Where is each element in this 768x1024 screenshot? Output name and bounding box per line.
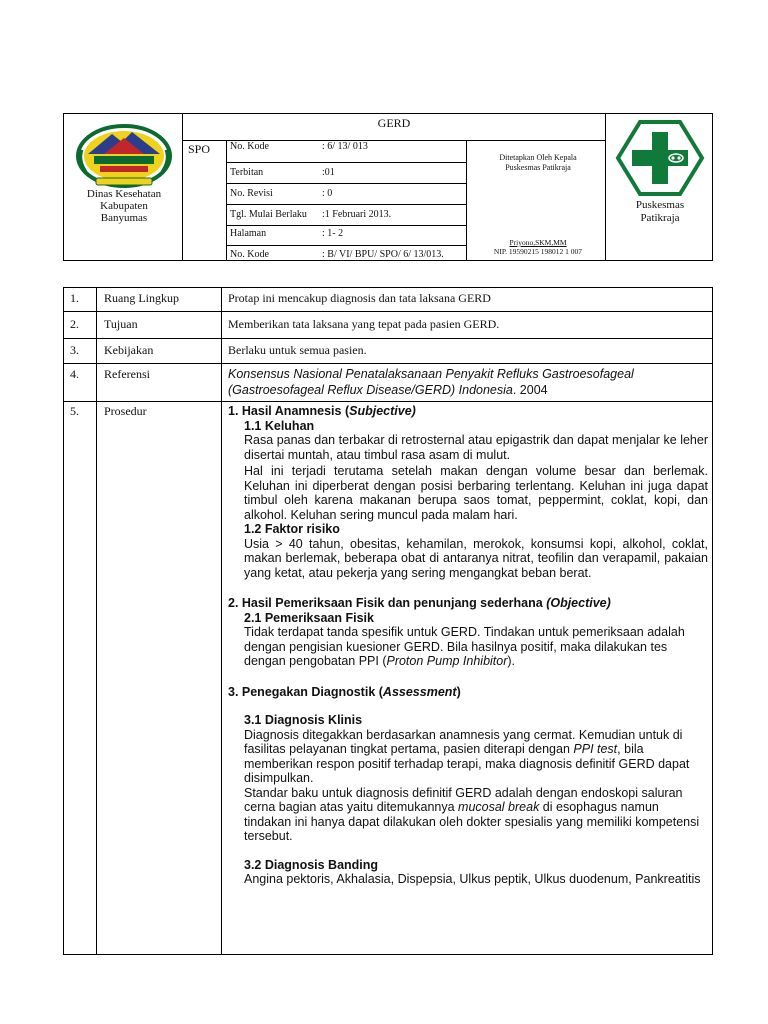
paragraph: Angina pektoris, Akhalasia, Dispepsia, Ulkus peptik, Ulkus duodenum, Pankreatitis [244,872,701,886]
approval-text [468,153,608,173]
field-row [230,184,466,204]
subsection-heading: 1.1 Keluhan [244,418,315,433]
district-emblem-icon [74,120,174,190]
field-value: : 0 [322,188,333,199]
field-value: :1 Februari 2013. [322,209,392,220]
heading-text: 2. Hasil Pemeriksaan Fisik dan penunjang sederhana [228,596,547,610]
paragraph: Hal ini terjadi terutama setelah makan dengan volume besar dan berlemak. Keluhan ini diperberat dengan posisi berbaring terlentang. Keluhan ini juga dapat timbul oleh karena makanan berupa saos tomat, peppermint, coklat, kopi, dan alkohol. Keluhan sering muncul pada malam hari. [244,464,708,522]
paragraph-text: di esophagus namun tindakan ini hanya dapat dilakukan oleh dokter spesialis yang memiliki kompetensi tersebut. [244,800,700,843]
paragraph [228,786,708,844]
field-key: No. Revisi [230,188,273,199]
signer-name: Priyono,SKM,MM [509,238,567,247]
field-row [230,205,466,225]
procedure-table [63,287,713,955]
field-key: No. Kode [230,249,269,260]
heading-text: 1. Hasil Anamnesis ( [228,404,350,418]
section-heading [228,596,708,611]
subsection-heading: 3.2 Diagnosis Banding [244,857,379,872]
row-value: Memberikan tata laksana yang tepat pada pasien GERD. [228,317,500,331]
row-number: 2. [70,317,79,331]
paragraph-text: Standar baku untuk diagnosis definitif GERD adalah dengan endoskopi saluran cerna bagian atas yaitu ditemukannya [244,785,683,814]
row-label: Tujuan [104,317,138,331]
row-label: Prosedur [104,404,147,418]
row-number: 4. [70,367,79,381]
paragraph-italic: Proton Pump Inhibitor [386,654,508,668]
org-line: Kabupaten [100,200,148,212]
field-row [230,245,466,265]
field-key: Halaman [230,228,267,239]
paragraph: Rasa panas dan terbakar di retrosternal atau epigastrik dan dapat menjalar ke leher disertai muntah, atau timbul rasa asam di mulut. [244,433,708,462]
spo-label: SPO [188,142,211,156]
approval-line: Puskesmas Patikraja [505,163,571,172]
field-value: : 1- 2 [322,228,344,239]
heading-text: ) [456,684,461,699]
document-title: GERD [377,116,411,130]
row-number: 3. [70,343,79,357]
row-label: Ruang Lingkup [104,291,179,305]
reference-text [228,366,706,398]
signer-nip: NIP. 19590215 198012 1 007 [493,247,583,256]
approval-line: Ditetapkan Oleh Kepala [499,153,577,162]
heading-text: 3. Penegakan Diagnostik ( [228,684,383,699]
paragraph-text: , bila memberikan respon positif terhadap terapi, maka diagnosis definitif GERD dapat disimpulkan. [244,742,690,785]
procedure-content [228,404,708,887]
paragraph: Usia > 40 tahun, obesitas, kehamilan, merokok, konsumsi kopi, alkohol, coklat, makan berlemak, beberapa obat di antaranya nitrat, teofilin dan verapamil, pakaian yang ketat, atau pekerja yang sering mengangkat beban berat. [244,536,708,580]
field-value: : B/ VI/ BPU/ SPO/ 6/ 13/013. [322,249,444,260]
divider [182,114,183,260]
paragraph-italic: mucosal break [458,800,540,814]
field-row [230,142,466,162]
divider [96,288,97,954]
section-heading [228,404,708,419]
org-line: Puskesmas [635,199,685,211]
org-line: Dinas Kesehatan [86,188,162,200]
divider [221,288,222,954]
divider [226,140,227,260]
divider [64,401,712,402]
field-value: : 6/ 13/ 013 [322,141,368,152]
paragraph [228,728,708,786]
row-value: Protap ini mencakup diagnosis dan tata laksana GERD [228,291,491,305]
row-label: Kebijakan [104,343,154,357]
right-organization [608,199,712,225]
subsection-heading: 1.2 Faktor risiko [244,522,340,536]
field-value: :01 [322,167,335,178]
divider [64,363,712,364]
paragraph-italic: PPI test [573,742,618,756]
org-line: Banyumas [100,212,148,224]
section-heading [228,685,708,700]
paragraph-text: Diagnosis ditegakkan berdasarkan anamnesis yang cermat. Kemudian untuk di fasilitas pelayanan tingkat pertama, pasien diterapi dengan [244,727,683,756]
reference-year: . 2004 [512,383,548,397]
reference-title: Konsensus Nasional Penatalaksanaan Penyakit Refluks Gastroesofageal (Gastroesofageal Reflux Disease/GERD) Indonesia [228,367,634,397]
divider [64,311,712,312]
subsection-heading: 3.1 Diagnosis Klinis [244,713,363,727]
row-label: Referensi [104,367,150,381]
field-key: Terbitan [230,167,264,178]
row-number: 1. [70,291,79,305]
left-organization [68,188,180,224]
header-table [63,113,713,261]
field-key: No. Kode [230,141,269,152]
heading-italic: Subjective) [349,404,416,418]
signer-block [468,238,608,256]
paragraph-text: ). [507,654,516,668]
heading-italic: (Objective) [546,596,611,610]
row-number: 5. [70,404,79,418]
field-row [230,224,466,244]
field-row [230,163,466,183]
paragraph-text: Tidak terdapat tanda spesifik untuk GERD. Tindakan untuk pemeriksaan adalah dengan pengisian kuesioner GERD. Bila hasilnya positif, maka dilakukan tes dengan pengobatan PPI ( [244,625,685,668]
subsection-heading: 2.1 Pemeriksaan Fisik [244,610,374,625]
org-line: Patikraja [640,212,680,224]
divider [466,140,467,260]
field-key: Tgl. Mulai Berlaku [230,209,307,220]
row-value: Berlaku untuk semua pasien. [228,343,367,357]
heading-italic: Assessment [382,684,457,699]
health-cross-icon [612,118,708,198]
divider [64,338,712,339]
paragraph [228,625,708,669]
